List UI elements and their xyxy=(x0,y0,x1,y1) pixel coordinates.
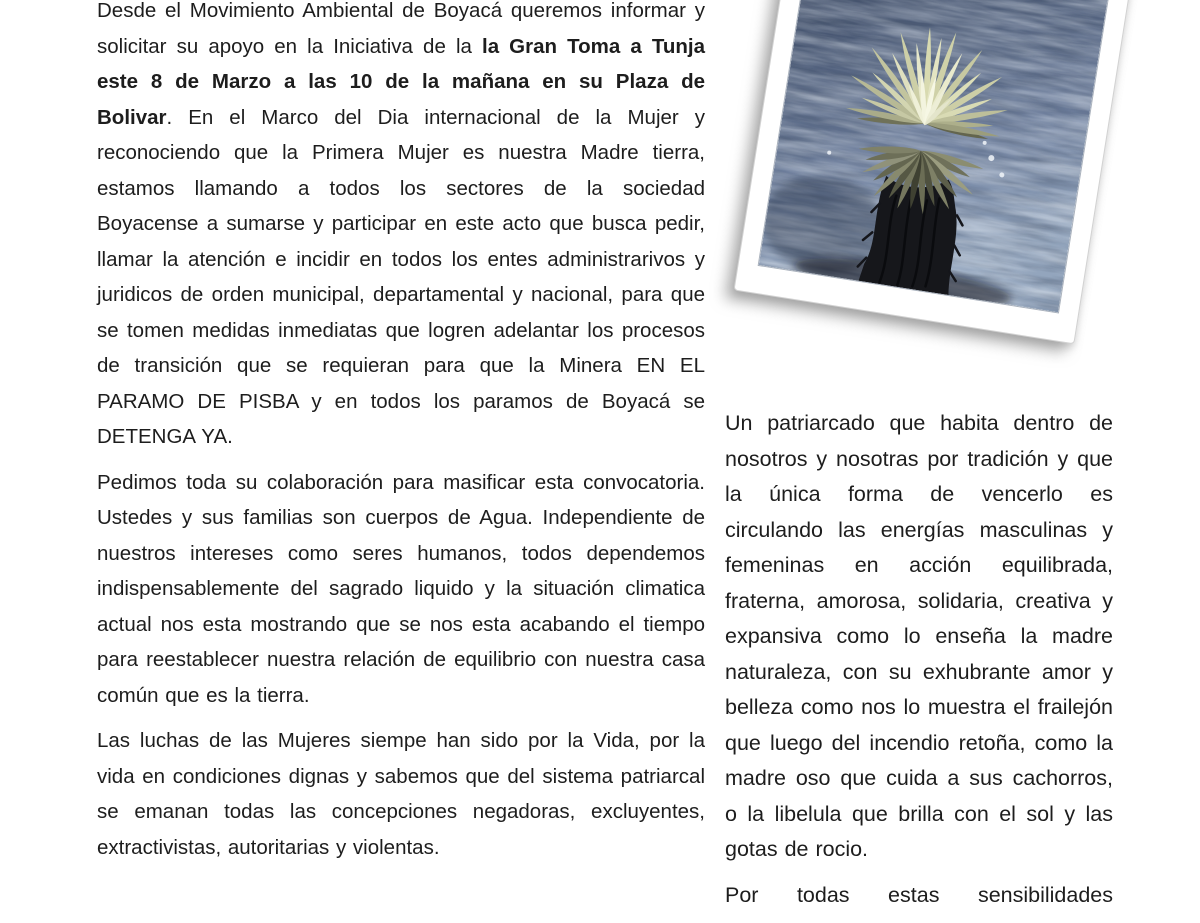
paragraph-left-3: Las luchas de las Mujeres siempe han sido por la Vida, por la vida en condiciones dignas y sabemos que del sistema patriarcal se emanan todas las concepciones negadoras, excluyentes, extractivistas, autoritarias y violentas. xyxy=(97,729,705,859)
right-text-column xyxy=(725,406,1113,923)
frailejon-photo-illustration xyxy=(759,0,1118,312)
paragraph-right-1: Un patriarcado que habita dentro de nosotros y nosotras por tradición y que la única forma de vencerlo es circulando las energías masculinas y femeninas en acción equilibrada, fraterna, amorosa, solidaria, creativa y expansiva como lo enseña la madre naturaleza, con su exhubrante amor y belleza como nos lo muestra el frailejón que luego del incendio retoña, como la madre oso que cuida a sus cachorros, o la libelula que brilla con el sol y las gotas de rocio. xyxy=(725,411,1113,861)
polaroid-picture-area xyxy=(758,0,1119,314)
paragraph-left-2: Pedimos toda su colaboración para masificar esta convocatoria. Ustedes y sus familias son cuerpos de Agua. Independiente de nuestros intereses como seres humanos, todos dependemos indispensablemente del sagrado liquido y la situación climatica actual nos esta mostrando que se nos esta acabando el tiempo para reestablecer nuestra relación de equilibrio con nuestra casa común que es la tierra. xyxy=(97,470,705,707)
left-text-column xyxy=(97,0,705,875)
paragraph-left-1: Desde el Movimiento Ambiental de Boyacá queremos informar y solicitar su apoyo en la Iniciativa de la la Gran Toma a Tunja este 8 de Marzo a las 10 de la mañana en su Plaza de Bolivar. En el Marco del Dia internacional de la Mujer y reconociendo que la Primera Mujer es nuestra Madre tierra, estamos llamando a todos los sectores de la sociedad Boyacense a sumarse y participar en este acto que busca pedir, llamar la atención e incidir en todos los entes administrarivos y juridicos de orden municipal, departamental y nacional, para que se tomen medidas inmediatas que logren adelantar los procesos de transición que se requieran para que la Minera EN EL PARAMO DE PISBA y en todos los paramos de Boyacá se DETENGA YA. xyxy=(97,0,705,448)
frailejon-photo xyxy=(733,0,1141,344)
paragraph-right-2: Por todas estas sensibilidades xyxy=(725,882,1113,907)
